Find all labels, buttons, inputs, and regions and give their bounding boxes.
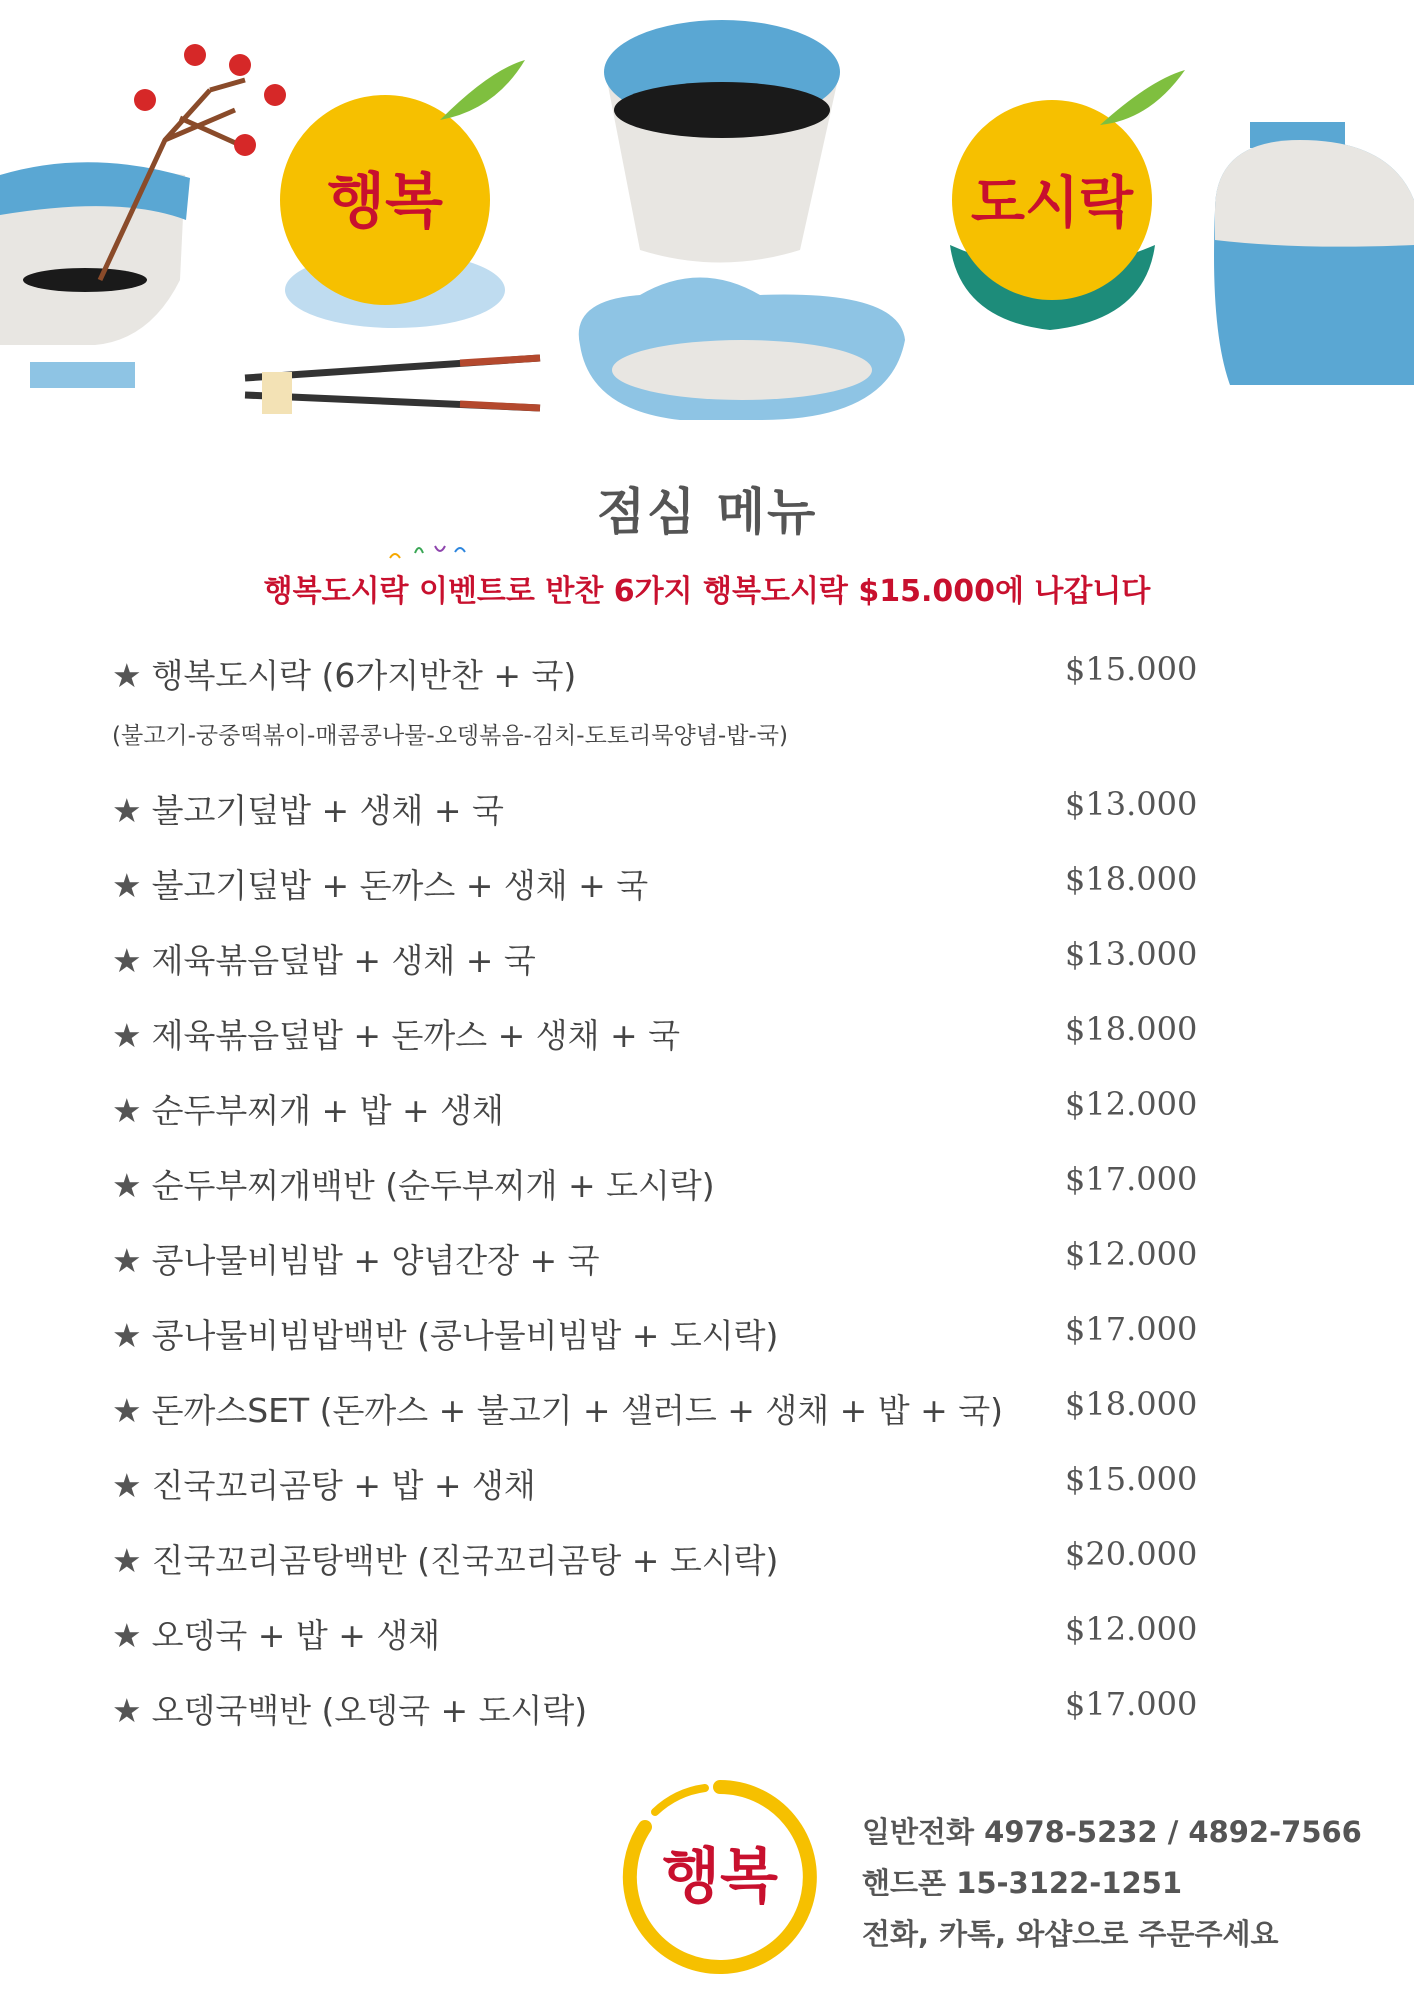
star-icon: ★ [112,1166,142,1205]
menu-item-price: $15.000 [1065,1460,1198,1498]
menu-item [112,775,1212,850]
menu-item-name: 제육볶음덮밥 + 생채 + 국 [151,941,536,980]
menu-item-price: $17.000 [1065,1310,1198,1348]
page-title: 점심 메뉴 [596,483,818,541]
menu-item-detail [112,715,1212,775]
menu-item-name: 콩나물비빔밥백반 (콩나물비빔밥 + 도시락) [151,1316,779,1355]
star-icon: ★ [112,941,142,980]
star-icon: ★ [112,866,142,905]
menu-item-name: 진국꼬리곰탕백반 (진국꼬리곰탕 + 도시락) [151,1541,779,1580]
menu-item-name: 오뎅국백반 (오뎅국 + 도시락) [151,1691,588,1730]
menu-item-price: $13.000 [1065,785,1198,823]
order-line: 전화, 카톡, 와샵으로 주문주세요 [862,1917,1279,1951]
badge-left-icon [280,60,525,328]
badge-left-text: 행복 [327,167,443,237]
center-bowl-icon [604,20,840,263]
badge-right-text: 도시락 [970,171,1134,236]
star-icon: ★ [112,1691,142,1730]
menu-item-price: $13.000 [1065,935,1198,973]
menu-item-price: $12.000 [1065,1235,1198,1273]
star-icon: ★ [112,656,142,695]
header-illustration [0,0,1414,420]
footer-logo [615,1772,825,1982]
menu-item [112,925,1212,1000]
menu-item-name: 돈까스SET (돈까스 + 불고기 + 샐러드 + 생채 + 밥 + 국) [151,1391,1003,1430]
star-icon: ★ [112,791,142,830]
menu-list [112,640,1212,1750]
star-icon: ★ [112,1391,142,1430]
menu-item-name: 행복도시락 (6가지반찬 + 국) [151,656,577,695]
menu-item [112,1375,1212,1450]
badge-right-icon [950,70,1185,330]
star-icon: ★ [112,1241,142,1280]
dish-icon [579,278,905,421]
menu-item [112,1300,1212,1375]
menu-item-name: 콩나물비빔밥 + 양념간장 + 국 [151,1241,600,1280]
left-bowl-icon [0,44,286,388]
star-icon: ★ [112,1541,142,1580]
menu-item [112,1000,1212,1075]
menu-item-name: 불고기덮밥 + 생채 + 국 [151,791,504,830]
menu-item-name: 오뎅국 + 밥 + 생채 [151,1616,441,1655]
mobile-line: 핸드폰 15-3122-1251 [862,1866,1182,1900]
menu-item-price: $20.000 [1065,1535,1198,1573]
menu-item-price: $17.000 [1065,1160,1198,1198]
menu-item-name: 순두부찌개백반 (순두부찌개 + 도시락) [151,1166,715,1205]
menu-item-price: $15.000 [1065,650,1198,688]
right-bowl-icon [1214,122,1414,385]
menu-item-price: $12.000 [1065,1610,1198,1648]
menu-item [112,1525,1212,1600]
menu-item-detail-text: (불고기-궁중떡볶이-매콤콩나물-오뎅볶음-김치-도토리묵양념-밥-국) [112,723,788,749]
menu-item [112,1600,1212,1675]
menu-item [112,1075,1212,1150]
chopsticks-icon [245,358,540,414]
menu-item-price: $18.000 [1065,1010,1198,1048]
menu-item [112,1225,1212,1300]
contact-info [862,1810,1362,1963]
footer-logo-text: 행복 [662,1842,778,1912]
menu-item-price: $17.000 [1065,1685,1198,1723]
menu-item-price: $12.000 [1065,1085,1198,1123]
menu-item-price: $18.000 [1065,1385,1198,1423]
menu-item [112,1150,1212,1225]
star-icon: ★ [112,1016,142,1055]
menu-item-price: $18.000 [1065,860,1198,898]
menu-item-name: 순두부찌개 + 밥 + 생채 [151,1091,504,1130]
menu-item-name: 불고기덮밥 + 돈까스 + 생채 + 국 [151,866,649,905]
menu-item [112,850,1212,925]
star-icon: ★ [112,1466,142,1505]
menu-item [112,1675,1212,1750]
star-icon: ★ [112,1616,142,1655]
star-icon: ★ [112,1091,142,1130]
phone-line: 일반전화 4978-5232 / 4892-7566 [862,1815,1362,1849]
menu-item [112,1450,1212,1525]
menu-item [112,640,1212,715]
menu-item-name: 진국꼬리곰탕 + 밥 + 생채 [151,1466,536,1505]
star-icon: ★ [112,1316,142,1355]
menu-item-name: 제육볶음덮밥 + 돈까스 + 생채 + 국 [151,1016,681,1055]
event-banner: 행복도시락 이벤트로 반찬 6가지 행복도시락 $15.000에 나갑니다 [263,574,1151,609]
